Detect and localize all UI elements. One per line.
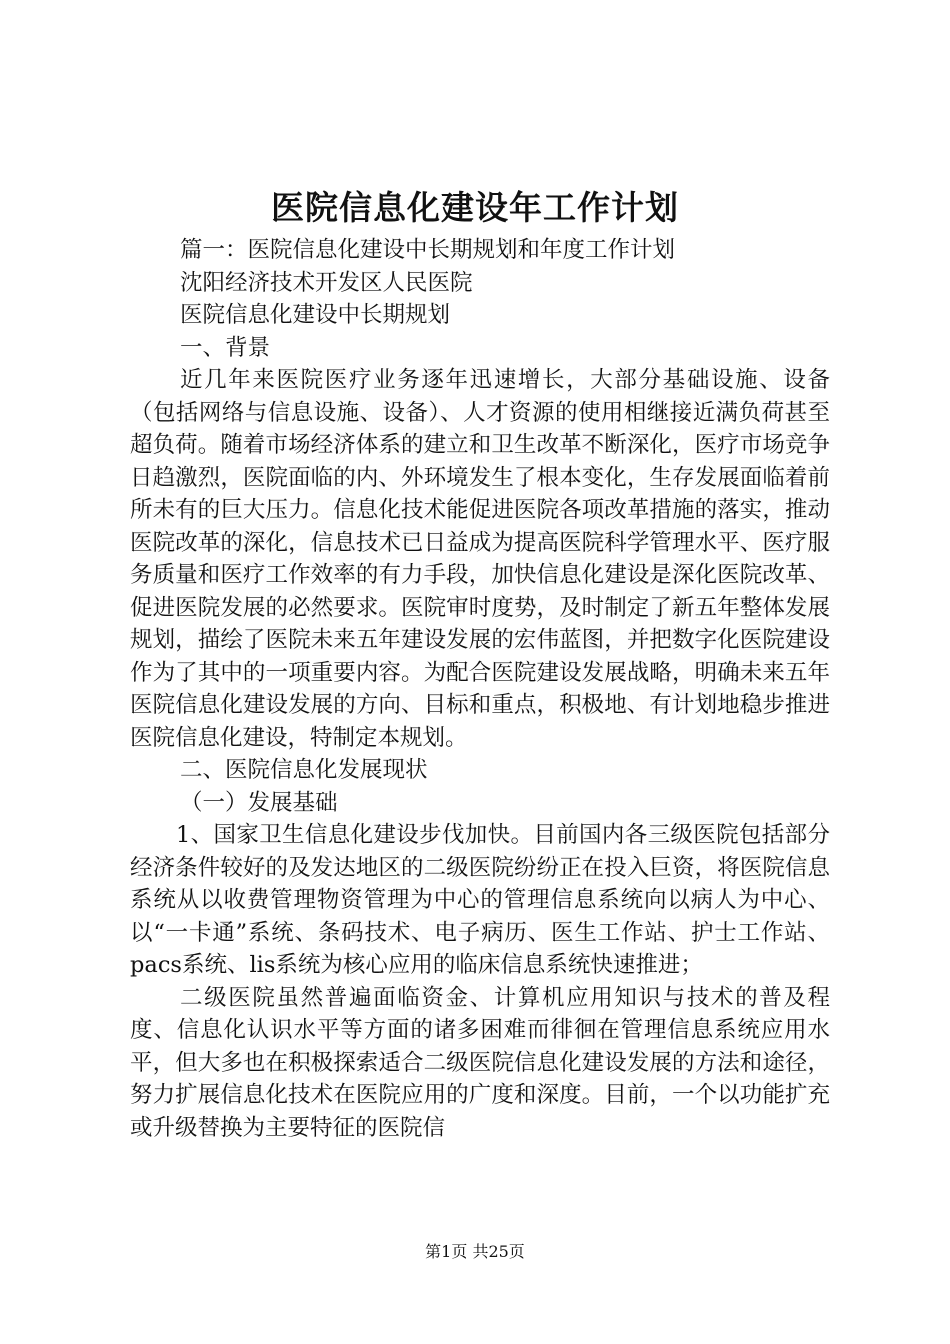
document-body [130,234,830,1144]
paragraph-point-1: 1、国家卫生信息化建设步伐加快。目前国内各三级医院包括部分经济条件较好的及发达地区的二级医院纷纷正在投入巨资，将医院信息系统从以收费管理物资管理为中心的管理信息系统向以病人为中心、以“一卡通”系统、条码技术、电子病历、医生工作站、护士工作站、pacs系统、lis系统为核心应用的临床信息系统快速推进； [130,822,830,978]
paragraph-background: 近几年来医院医疗业务逐年迅速增长，大部分基础设施、设备（包括网络与信息设施、设备）、人才资源的使用相继接近满负荷甚至超负荷。随着市场经济体系的建立和卫生改革不断深化，医疗市场竞争日趋激烈，医院面临的内、外环境发生了根本变化，生存发展面临着前所未有的巨大压力。信息化技术能促进医院各项改革措施的落实，推动医院改革的深化，信息技术已日益成为提高医院科学管理水平、医疗服务质量和医疗工作效率的有力手段，加快信息化建设是深化医院改革、促进医院发展的必然要求。医院审时度势，及时制定了新五年整体发展规划，描绘了医院未来五年建设发展的宏伟蓝图，并把数字化医院建设作为了其中的一项重要内容。为配合医院建设发展战略，明确未来五年医院信息化建设发展的方向、目标和重点，积极地、有计划地稳步推进医院信息化建设，特制定本规划。 [130,367,830,751]
section-heading-background: 一、背景 [180,334,271,361]
plan-title: 医院信息化建设中长期规划 [180,302,451,328]
subsection-heading-foundation: （一）发展基础 [180,789,338,816]
page-number-footer: 第1页 共25页 [425,1242,525,1261]
organization-name: 沈阳经济技术开发区人民医院 [180,269,473,296]
paragraph-secondary-hospitals: 二级医院虽然普遍面临资金、计算机应用知识与技术的普及程度、信息化认识水平等方面的诸多困难而徘徊在管理信息系统应用水平，但大多也在积极探索适合二级医院信息化建设发展的方法和途径，努力扩展信息化技术在医院应用的广度和深度。目前，一个以功能扩充或升级替换为主要特征的医院信 [130,984,830,1141]
document-title: 医院信息化建设年工作计划 [271,188,679,227]
chapter-heading: 篇一：医院信息化建设中长期规划和年度工作计划 [180,237,676,263]
section-heading-status: 二、医院信息化发展现状 [180,757,428,783]
